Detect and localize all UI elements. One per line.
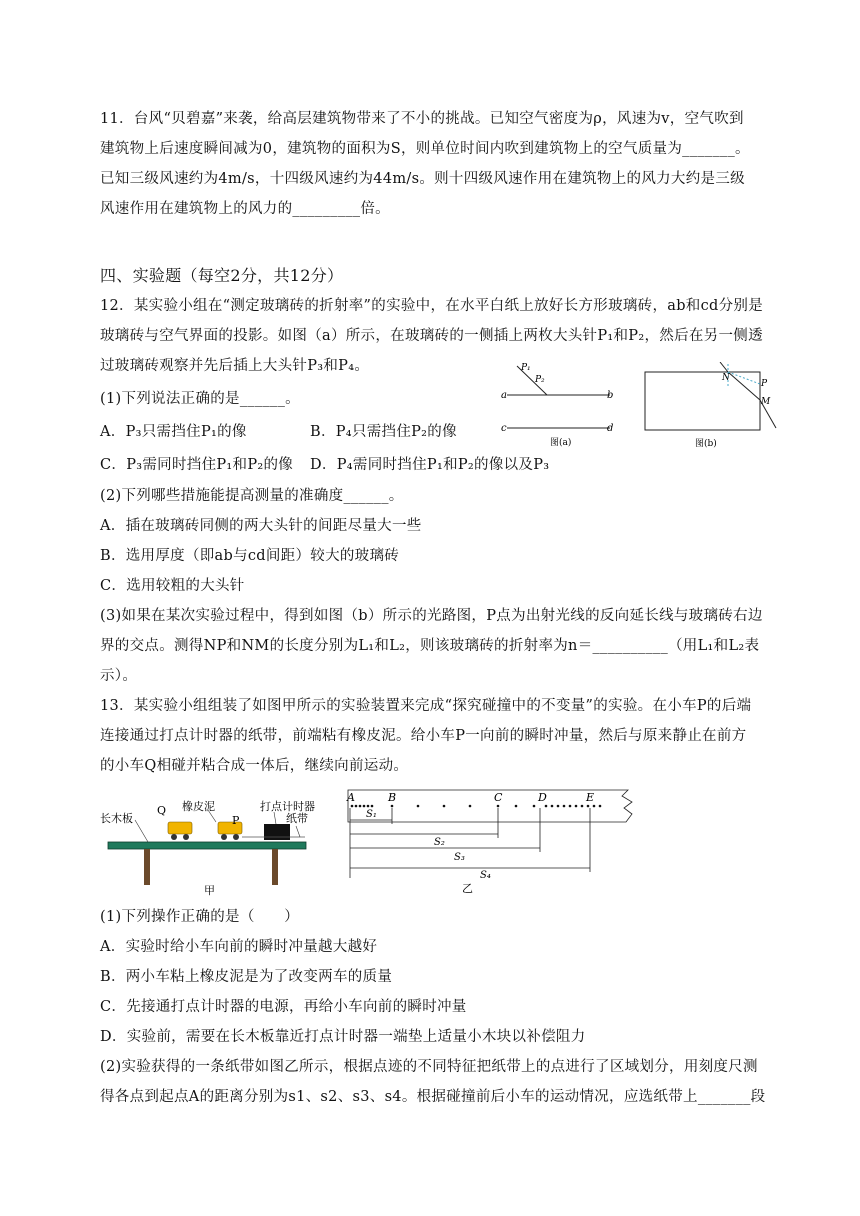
q12-line-3: 过玻璃砖观察并先后插上大头针P₃和P₄。 bbox=[100, 358, 370, 374]
fig-jia-label-p: P bbox=[232, 814, 240, 827]
q12-part3-line-3: 示）。 bbox=[100, 668, 138, 684]
q13-part2-line-1: (2)实验获得的一条纸带如图乙所示，根据点迹的不同特征把纸带上的点进行了区域划分，用刻度尺测 bbox=[100, 1059, 758, 1075]
fig-jia-rubber-label: 橡皮泥 bbox=[182, 800, 215, 813]
fig-a-label-p2: P₂ bbox=[535, 375, 545, 385]
q13-line-1: 13．某实验小组组装了如图甲所示的实验装置来完成“探究碰撞中的不变量”的实验。在小车P的后端 bbox=[100, 698, 752, 714]
q12-part1: (1)下列说法正确的是______。 bbox=[100, 391, 300, 407]
figure-b bbox=[640, 362, 780, 450]
fig-jia-timer-label: 打点计时器 bbox=[260, 800, 315, 813]
q11-line-1: 11．台风“贝碧嘉”来袭，给高层建筑物带来了不小的挑战。已知空气密度为ρ，风速为v，空气吹到 bbox=[100, 111, 744, 127]
section-4-title: 四、实验题（每空2分，共12分） bbox=[100, 266, 344, 285]
fig-b-caption: 图(b) bbox=[695, 439, 717, 449]
figure-a bbox=[495, 360, 625, 450]
q13-part2-line-2: 得各点到起点A的距离分别为s1、s2、s3、s4。根据碰撞前后小车的运动情况，应选纸带上_______段 bbox=[100, 1089, 766, 1105]
q13-part1: (1)下列操作正确的是（ ） bbox=[100, 909, 300, 925]
fig-a-label-d: d bbox=[607, 423, 614, 434]
fig-jia-tape-label: 纸带 bbox=[286, 812, 308, 825]
q11-line-4: 风速作用在建筑物上的风力的_________倍。 bbox=[100, 201, 390, 217]
fig-a-caption: 图(a) bbox=[550, 438, 572, 448]
q13-part1-c: C．先接通打点计时器的电源，再给小车向前的瞬时冲量 bbox=[100, 999, 467, 1015]
q12-part3-line-1: (3)如果在某次实验过程中，得到如图（b）所示的光路图，P点为出射光线的反向延长线与玻璃砖右边 bbox=[100, 608, 763, 624]
fig-jia-board-label: 长木板 bbox=[100, 812, 133, 825]
fig-yi-label-c: C bbox=[494, 791, 503, 804]
figure-jia-apparatus bbox=[100, 790, 320, 898]
figure-yi-tape bbox=[340, 786, 645, 898]
q12-option-d: D．P₄需同时挡住P₁和P₂的像以及P₃ bbox=[310, 457, 550, 473]
fig-jia-label-q: Q bbox=[157, 804, 167, 817]
fig-a-label-c: c bbox=[501, 423, 507, 434]
fig-a-label-b: b bbox=[607, 390, 614, 401]
q12-part2-a: A．插在玻璃砖同侧的两大头针的间距尽量大一些 bbox=[100, 518, 422, 534]
fig-yi-label-s4: S₄ bbox=[480, 870, 491, 881]
q13-part1-a: A．实验时给小车向前的瞬时冲量越大越好 bbox=[100, 939, 378, 955]
q12-option-a: A．P₃只需挡住P₁的像 bbox=[100, 424, 247, 440]
fig-b-label-m: M bbox=[761, 397, 771, 407]
q11-line-3: 已知三级风速约为4m/s，十四级风速约为44m/s。则十四级风速作用在建筑物上的风力大约是三级 bbox=[100, 171, 745, 187]
fig-yi-label-s1: S₁ bbox=[366, 809, 377, 820]
q12-option-c: C．P₃需同时挡住P₁和P₂的像 bbox=[100, 457, 294, 473]
fig-a-label-p1: P₁ bbox=[521, 363, 531, 373]
fig-yi-caption: 乙 bbox=[462, 882, 473, 895]
q13-line-3: 的小车Q相碰并粘合成一体后，继续向前运动。 bbox=[100, 758, 409, 774]
q12-part2-b: B．选用厚度（即ab与cd间距）较大的玻璃砖 bbox=[100, 548, 400, 564]
fig-yi-label-a: A bbox=[347, 791, 355, 804]
q12-line-2: 玻璃砖与空气界面的投影。如图（a）所示，在玻璃砖的一侧插上两枚大头针P₁和P₂，然后在另一侧透 bbox=[100, 328, 763, 344]
q13-line-2: 连接通过打点计时器的纸带，前端粘有橡皮泥。给小车P一向前的瞬时冲量，然后与原来静止在前方 bbox=[100, 728, 747, 744]
q11-line-2: 建筑物上后速度瞬间减为0，建筑物的面积为S，则单位时间内吹到建筑物上的空气质量为_______。 bbox=[100, 141, 750, 157]
q12-option-b: B．P₄只需挡住P₂的像 bbox=[310, 424, 457, 440]
fig-yi-label-e: E bbox=[586, 791, 595, 804]
fig-jia-caption: 甲 bbox=[204, 884, 215, 897]
q13-part1-b: B．两小车粘上橡皮泥是为了改变两车的质量 bbox=[100, 969, 393, 985]
fig-yi-label-s2: S₂ bbox=[434, 837, 445, 848]
q12-part3-line-2: 界的交点。测得NP和NM的长度分别为L₁和L₂，则该玻璃砖的折射率为n＝__________（用L₁和L₂表 bbox=[100, 638, 760, 654]
q12-part2-c: C．选用较粗的大头针 bbox=[100, 578, 245, 594]
q12-part2: (2)下列哪些措施能提高测量的准确度______。 bbox=[100, 488, 404, 504]
fig-yi-label-s3: S₃ bbox=[454, 852, 465, 863]
fig-a-label-a: a bbox=[501, 390, 507, 401]
fig-b-label-p: P bbox=[761, 379, 768, 389]
fig-b-label-n: N bbox=[722, 373, 730, 383]
fig-yi-label-b: B bbox=[388, 791, 397, 804]
fig-yi-label-d: D bbox=[538, 791, 547, 804]
q13-part1-d: D．实验前，需要在长木板靠近打点计时器一端垫上适量小木块以补偿阻力 bbox=[100, 1029, 586, 1045]
q12-line-1: 12．某实验小组在“测定玻璃砖的折射率”的实验中，在水平白纸上放好长方形玻璃砖，ab和cd分别是 bbox=[100, 298, 764, 314]
